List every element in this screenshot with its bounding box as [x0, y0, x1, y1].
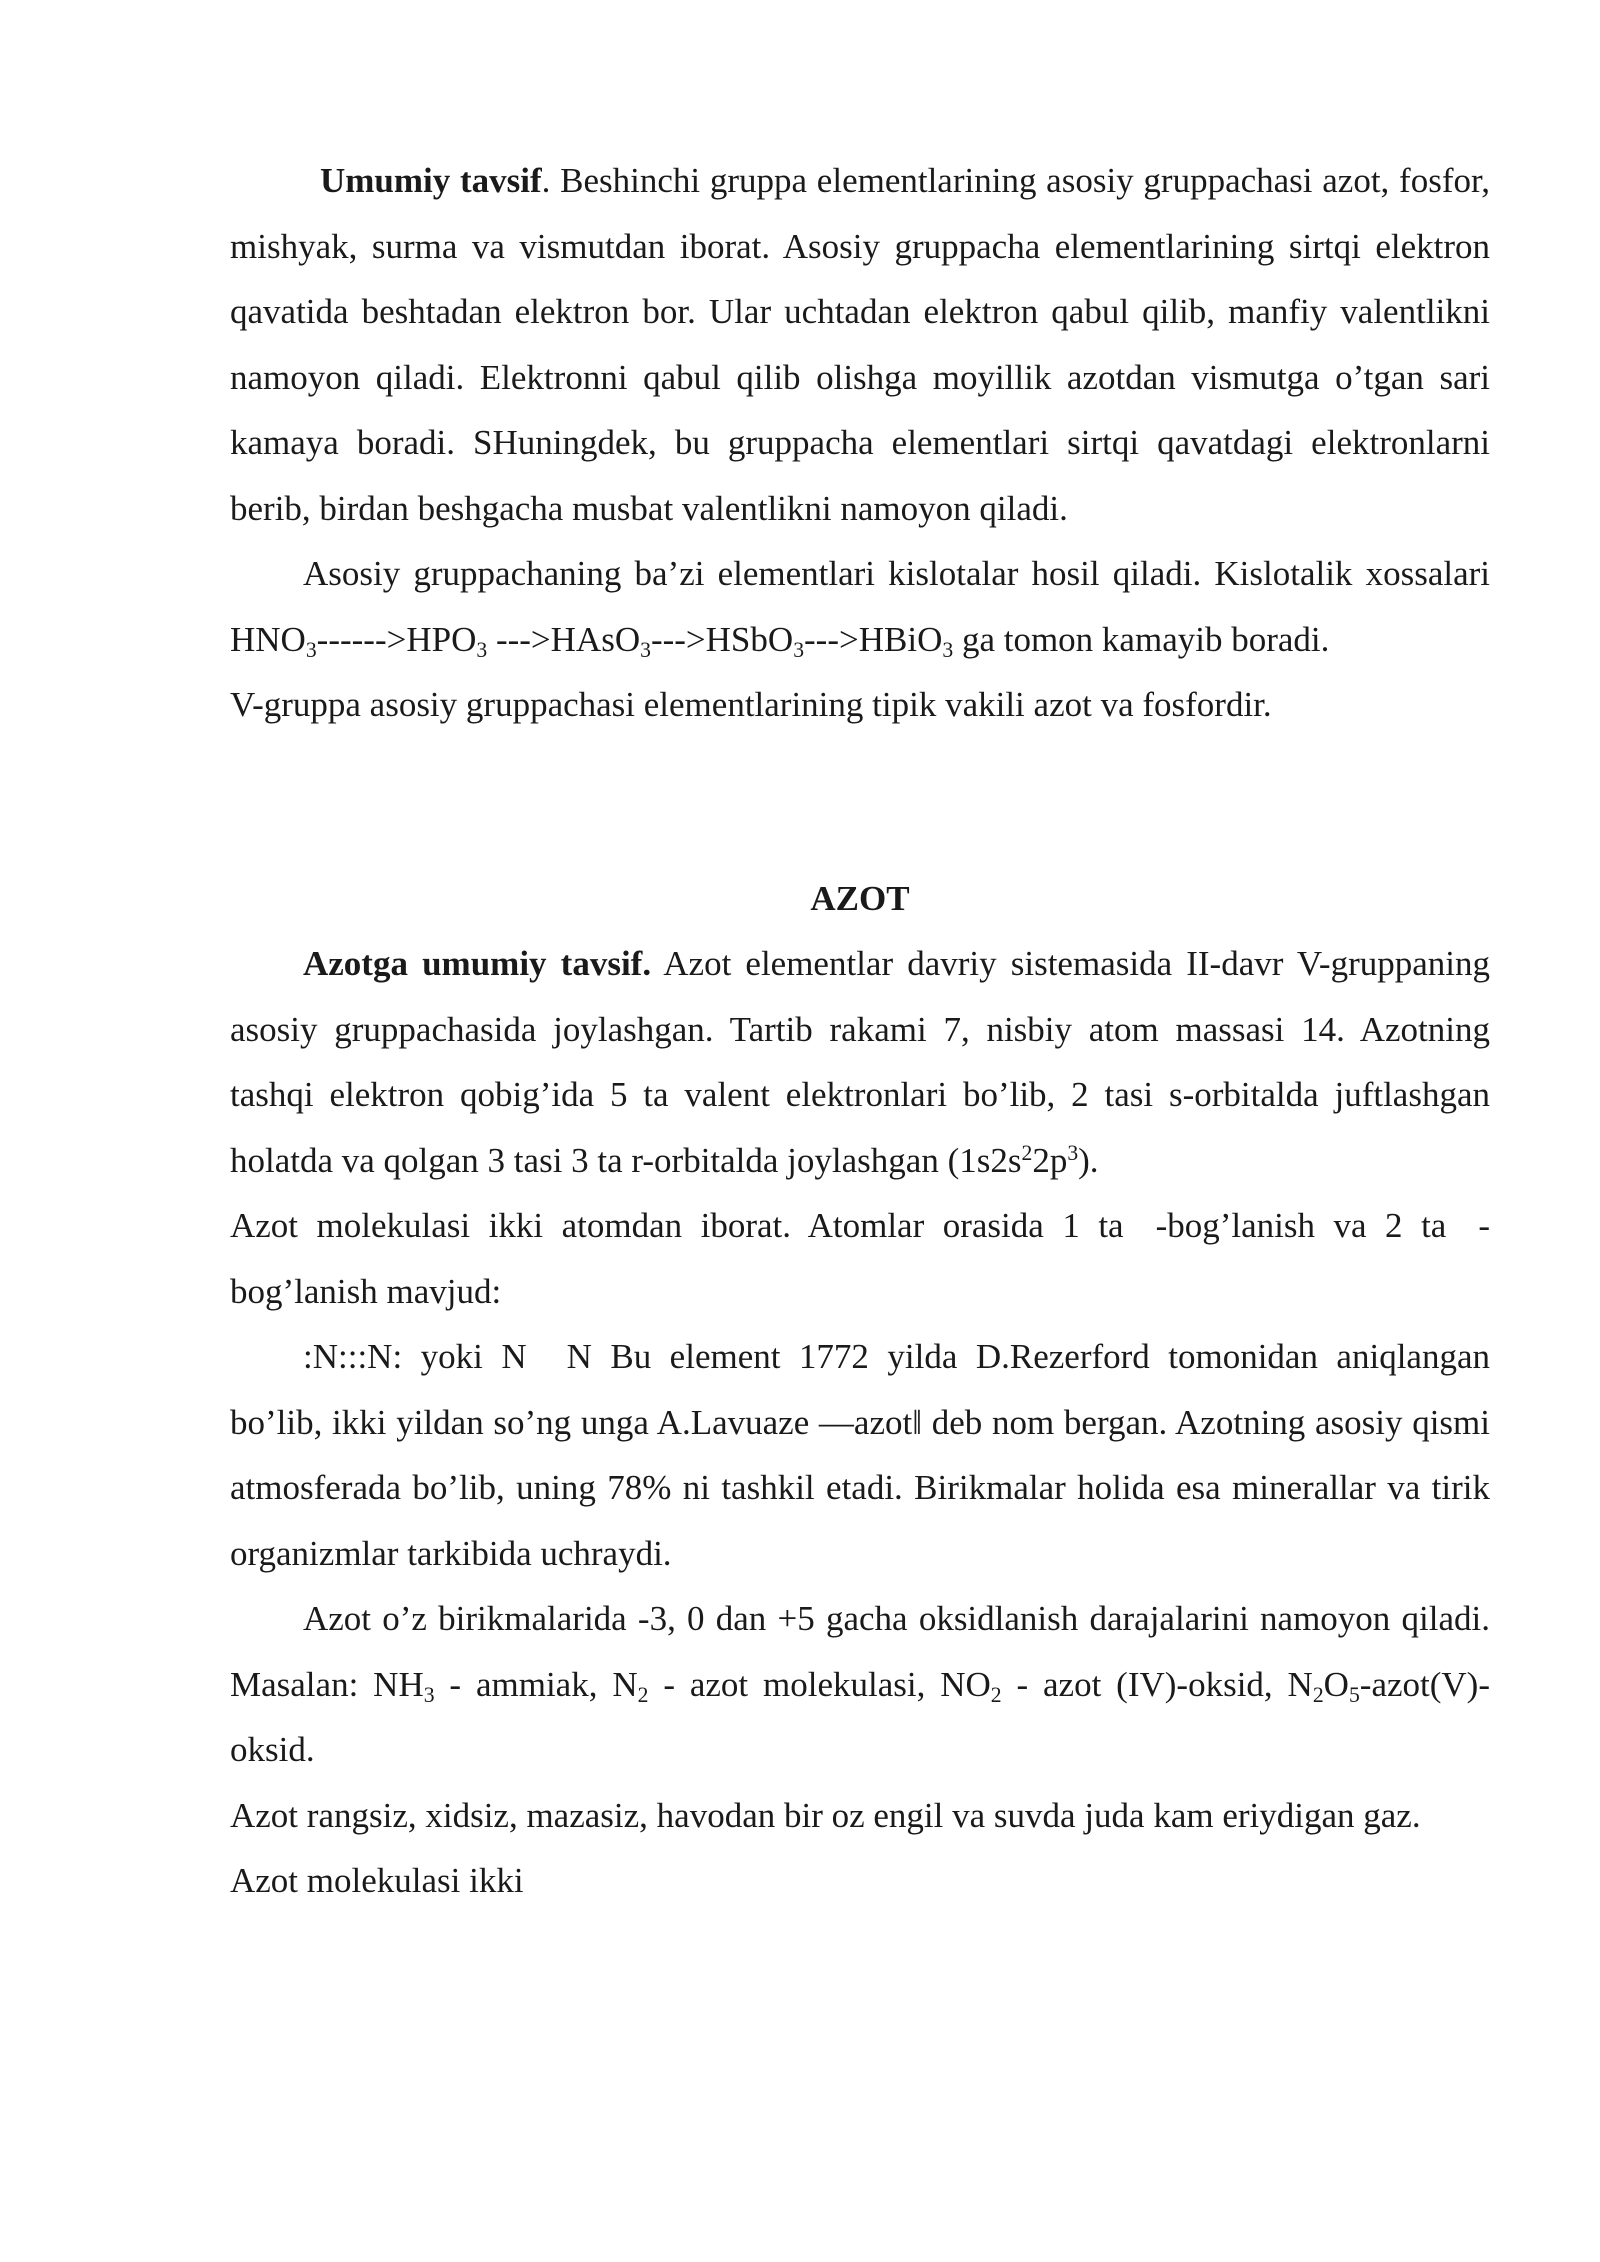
formula-text: ------>HPO	[316, 619, 477, 659]
paragraph-text: -bog’lanish va 2 ta	[1155, 1206, 1447, 1245]
paragraph-text: Asosiy gruppachaning ba’zi elementlari kislotalar hosil qiladi. Kislotalik xossalari HNO	[230, 554, 1490, 659]
formula-text: --->HBiO	[804, 619, 943, 659]
formula-text: :N:::N: yoki N	[303, 1337, 527, 1376]
paragraph-molecule-bonds	[230, 1193, 1490, 1324]
bold-term-nitrogen: Azotga umumiy tavsif.	[303, 944, 652, 983]
paragraph-discovery	[230, 1324, 1490, 1586]
section-heading: AZOT	[810, 878, 910, 918]
paragraph-text: . Beshinchi gruppa elementlarining asosiy gruppachasi azot, fosfor, mishyak, surma va vismutdan iborat. Asosiy gruppacha elementlarining sirtqi elektron qavatida beshtadan elektron bor. Ular uchtadan elektron qabul qilib, manfiy valentlikni namoyon qiladi. Elektronni qabul qilib olishga moyillik azotdan vismutga o’tgan sari kamaya boradi. SHuningdek, bu gruppacha elementlari sirtqi qavatdagi elektronlarni berib, birdan beshgacha musbat valentlikni namoyon qiladi.	[230, 161, 1490, 528]
subscript: 2	[990, 1682, 1002, 1707]
paragraph-properties: Azot rangsiz, xidsiz, mazasiz, havodan bir oz engil va suvda juda kam eriydigan gaz.	[230, 1795, 1421, 1835]
paragraph-text: Azot elementlar davriy sistemasida II-davr V-gruppaning asosiy gruppachasida joylashgan. Tartib rakami 7, nisbiy atom massasi 14. Azotning tashqi elektron qobig’ida 5 ta valent elektronlari bo’lib, 2 tasi s-orbitalda juftlashgan holatda va qolgan 3 tasi 3 ta r-orbitalda joylashgan (1s2s	[230, 944, 1490, 1180]
subscript: 2	[637, 1682, 649, 1707]
formula-text: ).	[1078, 1140, 1099, 1180]
paragraph-text: Azot o’z birikmalarida -3, 0 dan +5 gacha oksidlanish darajalarini namoyon qiladi. Masalan: NH	[230, 1599, 1490, 1704]
bold-term-general: Umumiy tavsif	[320, 161, 542, 200]
subscript: 3	[305, 637, 317, 662]
document-page	[230, 148, 1490, 1914]
formula-text: O	[1323, 1664, 1349, 1704]
subscript: 3	[942, 637, 954, 662]
paragraph-typical-representatives: V-gruppa asosiy gruppachasi elementlarining tipik vakili azot va fosfordir.	[230, 685, 1272, 724]
formula-text: --->HSbO	[650, 619, 794, 659]
superscript: 3	[1067, 1140, 1079, 1165]
paragraph-text: - ammiak, N	[434, 1664, 638, 1704]
paragraph-text: Azot molekulasi ikki atomdan iborat. Atomlar orasida 1 ta	[230, 1206, 1124, 1245]
section-spacer	[230, 738, 1490, 866]
paragraph-text: ga tomon kamayib boradi.	[953, 619, 1330, 659]
subscript: 3	[423, 1682, 435, 1707]
paragraph-molecule-fragment: Azot molekulasi ikki	[230, 1861, 524, 1900]
subscript: 5	[1348, 1682, 1360, 1707]
paragraph-acidity	[230, 541, 1490, 672]
paragraph-oxidation-states	[230, 1586, 1490, 1783]
subscript: 3	[640, 637, 651, 662]
paragraph-text: -bog’lanish mavjud:	[230, 1206, 1490, 1311]
subscript: 2	[1312, 1682, 1324, 1707]
paragraph-text: - azot molekulasi, NO	[648, 1664, 991, 1704]
formula-text: --->HAsO	[487, 619, 641, 659]
formula-text: 2p	[1032, 1140, 1068, 1180]
subscript: 3	[793, 637, 805, 662]
paragraph-nitrogen-description	[230, 931, 1490, 1193]
paragraph-text: -azot(V)- oksid.	[230, 1664, 1490, 1769]
paragraph-text: N Bu element 1772 yilda D.Rezerford tomonidan aniqlangan bo’lib, ikki yildan so’ng unga A.Lavuaze ―azot‖ deb nom bergan. Azotning asosiy qismi atmosferada bo’lib, uning 78% ni tashkil etadi. Birikmalar holida esa minerallar va tirik organizmlar tarkibida uchraydi.	[230, 1337, 1490, 1573]
paragraph-text: - azot (IV)-oksid, N	[1001, 1664, 1313, 1704]
subscript: 3	[476, 637, 488, 662]
superscript: 2	[1021, 1140, 1033, 1165]
paragraph-general-description	[230, 148, 1490, 541]
